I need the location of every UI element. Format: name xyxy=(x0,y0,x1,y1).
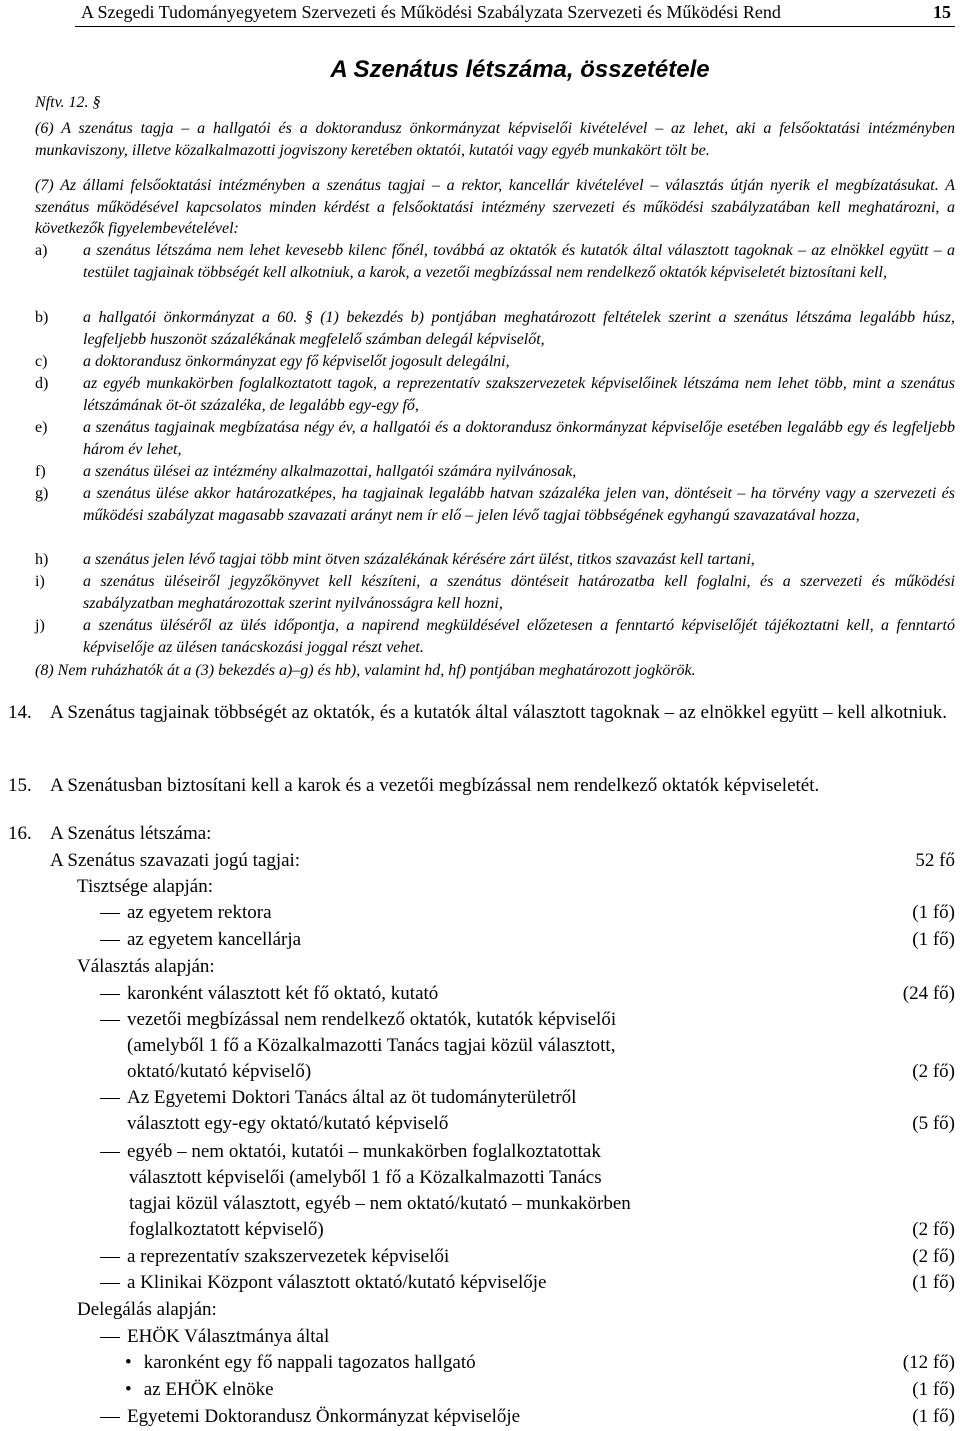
list-item xyxy=(35,373,955,416)
member-label: EHÖK Választmánya által xyxy=(127,1326,330,1347)
bullet-icon: • xyxy=(125,1352,132,1373)
list-item-label: c) xyxy=(35,353,48,370)
list-item-text: a hallgatói önkormányzat a 60. § (1) bekezdés b) pontjában meghatározott feltételek szerint a szenátus létszáma legalább húsz, legfeljebb huszonöt százalékának megfelelő számban delegál képviselőt, xyxy=(83,309,955,348)
list-item xyxy=(35,417,955,460)
point-text: A Szenátus tagjainak többségét az oktatók, és a kutatók által választott tagoknak – az elnökkel együtt – kell alkotniuk. xyxy=(50,702,947,723)
list-item-text: a szenátus tagjainak megbízatása négy év, a hallgatói és a doktorandusz önkormányzat képviselője esetében legalább egy és legfeljebb három év lehet, xyxy=(83,419,955,458)
member-row xyxy=(100,1139,601,1165)
list-item-label: e) xyxy=(35,419,48,436)
list-item xyxy=(35,307,955,350)
member-count: (1 fő) xyxy=(912,902,955,923)
dash-bullet xyxy=(100,994,120,995)
dash-bullet xyxy=(100,913,120,914)
list-item xyxy=(35,571,955,614)
member-label-cont: választott egy-egy oktató/kutató képviselő xyxy=(127,1113,449,1134)
point-number: 15. xyxy=(8,775,32,796)
member-count: (1 fő) xyxy=(912,1272,955,1293)
list-item-text: a szenátus ülése akkor határozatképes, ha tagjainak legalább hatvan százaléka jelen van, döntéseit – ha törvény vagy a szervezeti és működési szabályzat magasabb szavazati arányt nem ír elő – jelen lévő tagjai többségének egyhangú szavazatával hozza, xyxy=(83,485,955,524)
member-row xyxy=(100,1007,616,1033)
member-row xyxy=(100,1404,520,1430)
list-item-text: a szenátus létszáma nem lehet kevesebb kilenc főnél, továbbá az oktatók és kutatók által választott tagoknak – az elnökkel együtt – a testület tagjainak többségét kell alkotniuk, a karok, a vezetői megbízással nem rendelkező oktatók képviseletét biztosítani kell, xyxy=(83,242,955,281)
member-count: (1 fő) xyxy=(912,1406,955,1427)
member-label: az egyetem kancellárja xyxy=(127,929,302,950)
member-count: (2 fő) xyxy=(912,1246,955,1267)
dash-bullet xyxy=(100,1283,120,1284)
member-row xyxy=(100,900,272,926)
by-election-heading: Választás alapján: xyxy=(77,956,215,977)
member-row xyxy=(125,1377,274,1403)
page-header xyxy=(75,0,955,27)
member-label: a Klinikai Központ választott oktató/kutató képviselője xyxy=(127,1272,547,1293)
list-item-label: h) xyxy=(35,551,49,568)
member-label: karonként egy fő nappali tagozatos hallgató xyxy=(143,1352,476,1373)
member-label: az EHÖK elnöke xyxy=(143,1379,274,1400)
by-office-heading: Tisztsége alapján: xyxy=(77,876,213,897)
member-label: az egyetem rektora xyxy=(127,902,272,923)
list-item xyxy=(35,483,955,526)
member-count: (1 fő) xyxy=(912,1379,955,1400)
member-label-cont: oktató/kutató képviselő) xyxy=(127,1061,312,1082)
dash-bullet xyxy=(100,1337,120,1338)
member-row xyxy=(100,1270,546,1296)
member-label-cont: (amelyből 1 fő a Közalkalmazotti Tanács tagjai közül választott, xyxy=(127,1035,616,1056)
member-label-cont: foglalkoztatott képviselő) xyxy=(129,1219,324,1240)
dash-bullet xyxy=(100,1020,120,1021)
member-row xyxy=(100,981,438,1007)
member-label-cont: választott képviselői (amelyből 1 fő a Közalkalmazotti Tanács xyxy=(129,1167,602,1188)
member-row xyxy=(125,1350,476,1376)
paragraph-6: (6) A szenátus tagja – a hallgatói és a doktorandusz önkormányzat képviselői kivételével – az lehet, aki a felsőoktatási intézményben munkaviszony, illetve közalkalmazotti jogviszony keretében oktatói, kutatói vagy egyéb munkakört tölt be. xyxy=(35,120,955,159)
member-label: karonként választott két fő oktató, kutató xyxy=(127,983,439,1004)
voting-members-value: 52 fő xyxy=(915,850,955,871)
list-item-text: a szenátus üléseiről jegyzőkönyvet kell készíteni, a szenátus döntéseit határozatba kell foglalni, és a szervezeti és működési szabályzatban meghatározottak szerint nyilvánosságra kell hozni, xyxy=(83,573,955,612)
point-15 xyxy=(8,773,953,799)
member-row xyxy=(100,1085,576,1111)
member-count: (24 fő) xyxy=(902,983,955,1004)
bullet-icon: • xyxy=(125,1379,132,1400)
list-item-label: f) xyxy=(35,463,46,480)
page-number: 15 xyxy=(933,2,951,22)
list-item xyxy=(35,351,955,373)
member-count: (5 fő) xyxy=(912,1113,955,1134)
member-count: (1 fő) xyxy=(912,929,955,950)
point-text: A Szenátusban biztosítani kell a karok és a vezetői megbízással nem rendelkező oktatók képviseletét. xyxy=(50,775,820,796)
dash-bullet xyxy=(100,1417,120,1418)
list-item-label: d) xyxy=(35,375,49,392)
member-label: Az Egyetemi Doktori Tanács által az öt tudományterületről xyxy=(127,1087,577,1108)
list-item xyxy=(35,549,955,571)
point-number: 14. xyxy=(8,702,32,723)
list-item-text: az egyéb munkakörben foglalkoztatott tagok, a reprezentatív szakszervezetek képviselőinek létszáma nem lehet több, mint a szenátus létszámának öt-öt százaléka, de legalább egy-egy fő, xyxy=(83,375,955,414)
law-reference: Nftv. 12. § xyxy=(35,94,101,111)
list-item xyxy=(35,461,955,483)
list-item-text: a doktorandusz önkormányzat egy fő képviselőt jogosult delegálni, xyxy=(83,353,510,370)
list-item xyxy=(35,240,955,283)
dash-bullet xyxy=(100,1152,120,1153)
voting-members-label: A Szenátus szavazati jogú tagjai: xyxy=(50,850,301,871)
header-title: A Szegedi Tudományegyetem Szervezeti és Működési Szabályzata Szervezeti és Működési Rend xyxy=(81,2,781,22)
list-item-label: a) xyxy=(35,242,48,259)
list-item-label: i) xyxy=(35,573,45,590)
member-label: a reprezentatív szakszervezetek képviselői xyxy=(127,1246,450,1267)
list-item-text: a szenátus ülései az intézmény alkalmazottai, hallgatói számára nyilvánosak, xyxy=(83,463,577,480)
member-row xyxy=(100,927,301,953)
section-title: A Szenátus létszáma, összetétele xyxy=(330,56,710,83)
point-14 xyxy=(8,700,953,726)
dash-bullet xyxy=(100,1257,120,1258)
member-row xyxy=(100,1244,449,1270)
member-label: egyéb – nem oktatói, kutatói – munkakörben foglalkoztatottak xyxy=(127,1141,601,1162)
point-number: 16. xyxy=(8,823,32,844)
list-item xyxy=(35,615,955,658)
member-row xyxy=(100,1324,329,1350)
list-item-label: b) xyxy=(35,309,49,326)
paragraph-7: (7) Az állami felsőoktatási intézményben a szenátus tagjai – a rektor, kancellár kivételével – választás útján nyerik el megbízatásukat. A szenátus működésével kapcsolatos minden kérdést a felsőoktatási intézmény szervezeti és működési szabályzatában kell meghatározni, a következők figyelembevételével: xyxy=(35,177,955,238)
dash-bullet xyxy=(100,940,120,941)
list-item-label: j) xyxy=(35,617,45,634)
list-item-text: a szenátus üléséről az ülés időpontja, a napirend megküldésével előzetesen a fenntartó képviselőjét tájékoztatni kell, a fenntartó képviselője az ülésen tanácskozási joggal részt vehet. xyxy=(83,617,955,656)
dash-bullet xyxy=(100,1098,120,1099)
member-count: (2 fő) xyxy=(912,1061,955,1082)
composition-heading: A Szenátus létszáma: xyxy=(50,823,212,844)
list-item-label: g) xyxy=(35,485,49,502)
member-count: (2 fő) xyxy=(912,1219,955,1240)
member-label: vezetői megbízással nem rendelkező oktatók, kutatók képviselői xyxy=(127,1009,617,1030)
list-item-text: a szenátus jelen lévő tagjai több mint ötven százalékának kérésére zárt ülést, titkos szavazást kell tartani, xyxy=(83,551,755,568)
member-label: Egyetemi Doktorandusz Önkormányzat képviselője xyxy=(127,1406,521,1427)
member-count: (12 fő) xyxy=(902,1352,955,1373)
by-delegation-heading: Delegálás alapján: xyxy=(77,1299,217,1320)
paragraph-8: (8) Nem ruházhatók át a (3) bekezdés a)–g) és hb), valamint hd, hf) pontjában meghatározott jogkörök. xyxy=(35,662,696,679)
member-label-cont: tagjai közül választott, egyéb – nem oktató/kutató – munkakörben xyxy=(129,1193,631,1214)
